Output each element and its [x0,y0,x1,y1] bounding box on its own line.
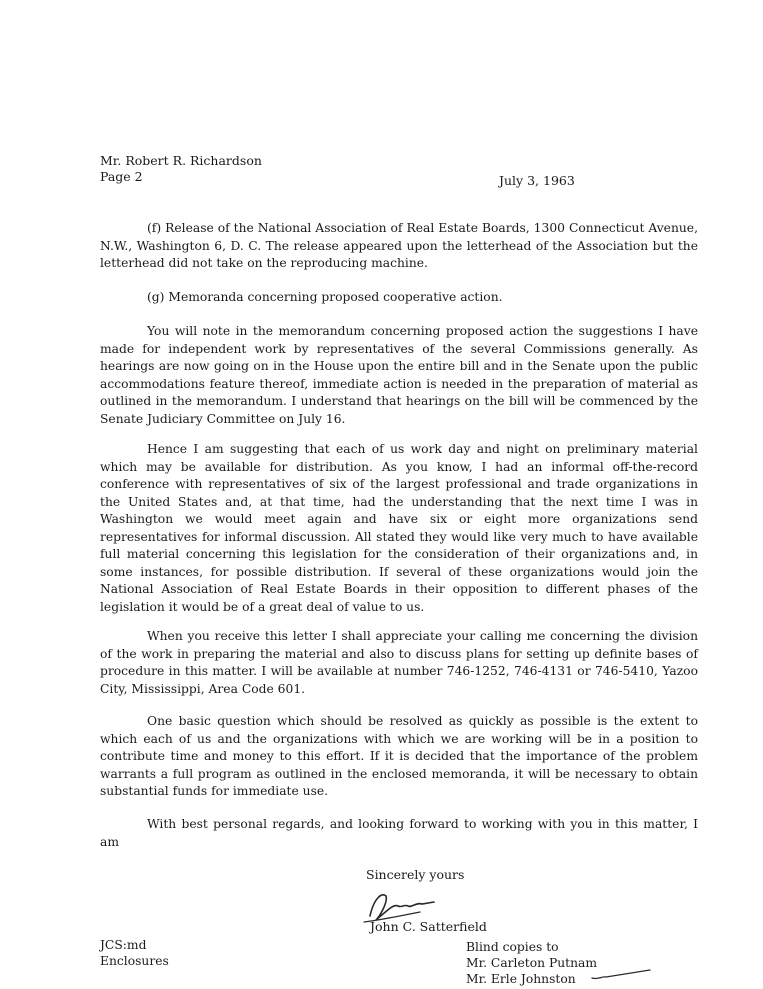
paragraph-text: You will note in the memorandum concerning proposed action the suggestions I have made for independent work by representatives of the several Commissions generally. As hearings are now going on in the House upon the entire bill and in the Senate upon the public accommodations feature thereof, immediate action is needed in the preparation of material as outlined in the memorandum. I understand that hearings on the bill will be commenced by the Senate Judiciary Committee on July 16. [100,324,698,426]
typist-initials: JCS:md [100,938,147,952]
closing-salutation: Sincerely yours [366,867,465,882]
enclosures-label: Enclosures [100,954,169,968]
page-number: Page 2 [100,169,143,184]
paragraph-text: (f) Release of the National Association of Real Estate Boards, 1300 Connecticut Avenue, N.W., Washington 6, D. C. The release appeared upon the letterhead of the Association but the letterhead did not take on the reproducing machine. [100,221,698,270]
paragraph-text: One basic question which should be resolved as quickly as possible is the extent to which each of us and the organizations with which we are working will be in a position to contribute time and money to this effort. If it is decided that the importance of the problem warrants a full program as outlined in the enclosed memoranda, it will be necessary to obtain substantial funds for immediate use. [100,714,698,798]
paragraph-f-release [100,220,698,273]
reference-block [100,937,169,969]
paragraph-funding-question [100,713,698,801]
paragraph-text: With best personal regards, and looking forward to working with you in this matter, I am [100,817,698,849]
paragraph-memorandum-note [100,323,698,428]
paragraph-closing-regards [100,816,698,851]
paragraph-preliminary-material [100,441,698,616]
copy-recipient: Mr. Erle Johnston [466,972,576,986]
check-mark [590,968,654,982]
copy-recipient: Mr. Carleton Putnam [466,956,597,970]
letter-date: July 3, 1963 [499,173,575,188]
paragraph-text: When you receive this letter I shall appreciate your calling me concerning the division of the work in preparing the material and also to discuss plans for setting up definite bases of procedure in this matter. I will be available at number 746-1252, 746-4131 or 746-5410, Yazoo City, Mississippi, Area Code 601. [100,629,698,696]
paragraph-g-memoranda [100,289,698,307]
paragraph-division-of-work [100,628,698,698]
recipient-name: Mr. Robert R. Richardson [100,153,262,168]
paragraph-text: Hence I am suggesting that each of us work day and night on preliminary material which may be available for distribution. As you know, I had an informal off-the-record conference with representatives of six of the largest professional and trade organizations in the United States and, at that time, had the understanding that the next time I was in Washington we would meet again and have six or eight more organizations send representatives for informal discussion. All stated they would like very much to have available full material concerning this legislation for the consideration of their organizations and, in some instances, for possible distribution. If several of these organizations would join the National Association of Real Estate Boards in their opposition to different phases of the legislation it would be of a great deal of value to us. [100,442,698,614]
paragraph-text: (g) Memoranda concerning proposed cooperative action. [147,290,503,304]
signer-name: John C. Satterfield [370,919,487,934]
blind-copies-block [466,939,597,987]
blind-copies-label: Blind copies to [466,940,559,954]
